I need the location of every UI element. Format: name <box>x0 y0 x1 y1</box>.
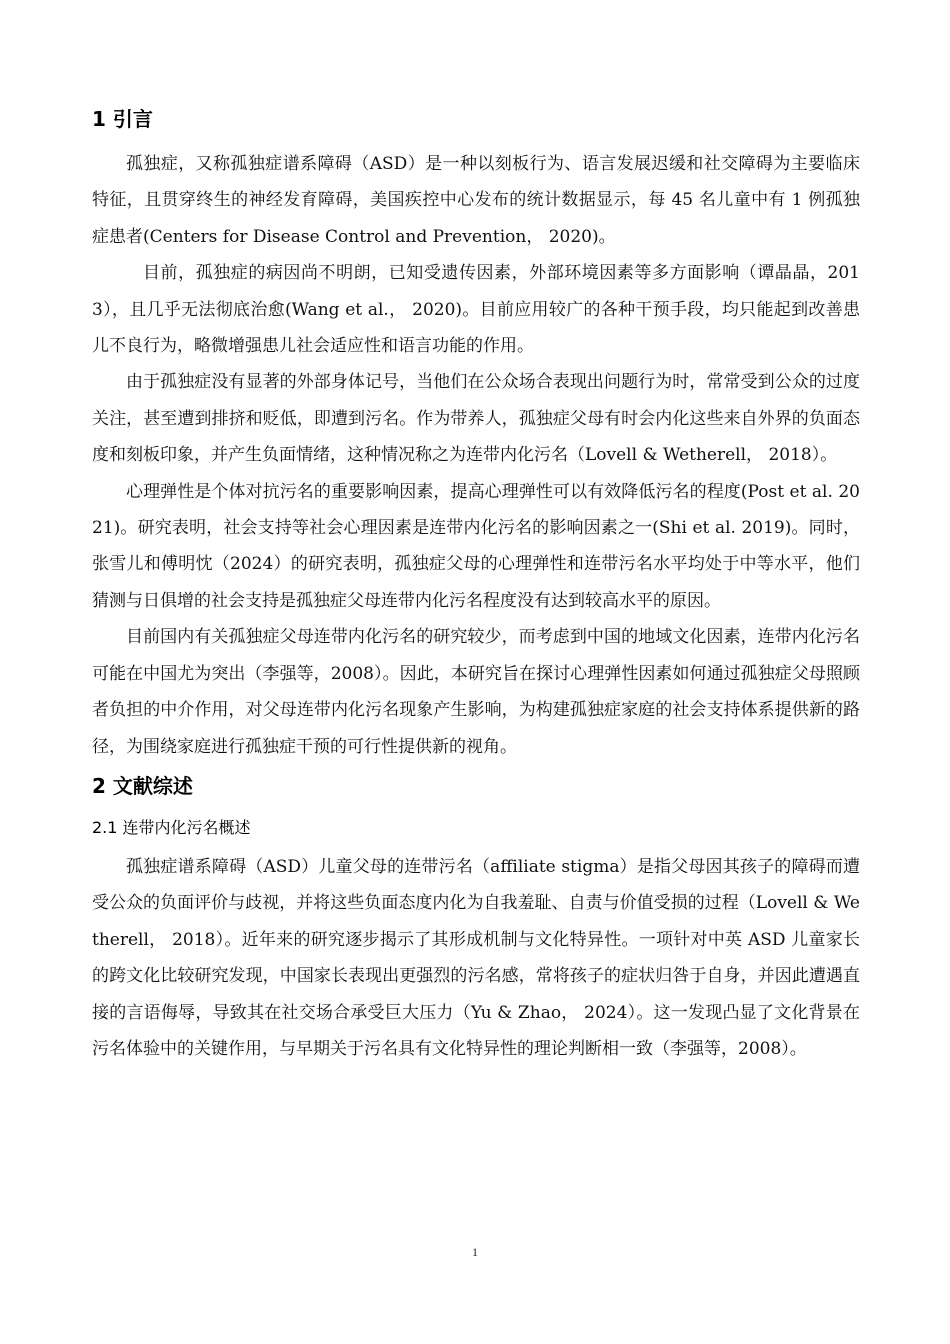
intro-paragraph-1: 孤独症，又称孤独症谱系障碍（ASD）是一种以刻板行为、语言发展迟缓和社交障碍为主要临床特征，且贯穿终生的神经发育障碍，美国疾控中心发布的统计数据显示，每 45 名儿童中有 1 例孤独症患者(Centers for Disease Control and Prevention， 2020)。 <box>92 154 860 247</box>
intro-paragraph-5: 目前国内有关孤独症父母连带内化污名的研究较少，而考虑到中国的地域文化因素，连带内化污名可能在中国尤为突出（李强等，2008）。因此，本研究旨在探讨心理弹性因素如何通过孤独症父母照顾者负担的中介作用，对父母连带内化污名现象产生影响，为构建孤独症家庭的社会支持体系提供新的路径，为围绕家庭进行孤独症干预的可行性提供新的视角。 <box>92 627 860 757</box>
intro-paragraph-4: 心理弹性是个体对抗污名的重要影响因素，提高心理弹性可以有效降低污名的程度(Post et al. 2021)。研究表明，社会支持等社会心理因素是连带内化污名的影响因素之一(Shi et al. 2019)。同时，张雪儿和傅明忱（2024）的研究表明，孤独症父母的心理弹性和连带污名水平均处于中等水平，他们猜测与日俱增的社会支持是孤独症父母连带内化污名程度没有达到较高水平的原因。 <box>92 481 860 611</box>
review-paragraph-1: 孤独症谱系障碍（ASD）儿童父母的连带污名（affiliate stigma）是指父母因其孩子的障碍而遭受公众的负面评价与歧视，并将这些负面态度内化为自我羞耻、自责与价值受损的过程（Lovell & Wetherell， 2018）。近年来的研究逐步揭示了其形成机制与文化特异性。一项针对中英 ASD 儿童家长的跨文化比较研究发现，中国家长表现出更强烈的污名感，常将孩子的症状归咎于自身，并因此遭遇直接的言语侮辱，导致其在社交场合承受巨大压力（Yu & Zhao， 2024）。这一发现凸显了文化背景在污名体验中的关键作用，与早期关于污名具有文化特异性的理论判断相一致（李强等，2008）。 <box>92 856 860 1059</box>
subsection-heading-affiliate-stigma: 2.1 连带内化污名概述 <box>92 817 251 837</box>
intro-paragraph-2: 目前，孤独症的病因尚不明朗，已知受遗传因素，外部环境因素等多方面影响（谭晶晶，2013），且几乎无法彻底治愈(Wang et al.， 2020)。目前应用较广的各种干预手段，均只能起到改善患儿不良行为，略微增强患儿社会适应性和语言功能的作用。 <box>92 263 860 357</box>
section-heading-literature-review: 2 文献综述 <box>92 773 193 798</box>
section-heading-introduction: 1 引言 <box>92 107 153 131</box>
page-number: 1 <box>472 1245 478 1259</box>
document-page <box>92 98 860 1067</box>
intro-paragraph-3: 由于孤独症没有显著的外部身体记号，当他们在公众场合表现出问题行为时，常常受到公众的过度关注，甚至遭到排挤和贬低，即遭到污名。作为带养人，孤独症父母有时会内化这些来自外界的负面态度和刻板印象，并产生负面情绪，这种情况称之为连带内化污名（Lovell & Wetherell， 2018）。 <box>92 372 860 466</box>
